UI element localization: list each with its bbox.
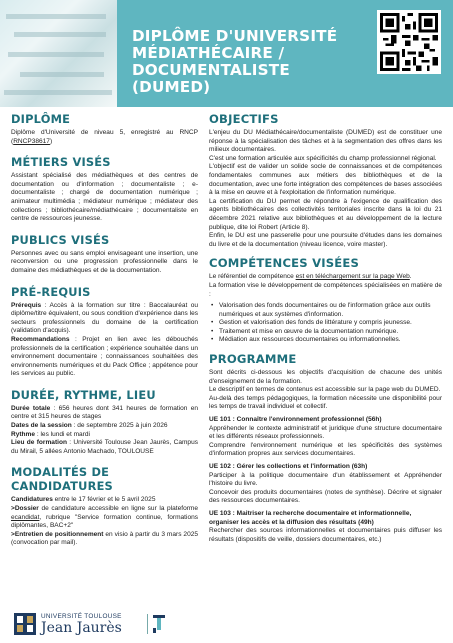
programme-p2: Le descriptif en termes de contenus est accessible sur la page web du DUMED. bbox=[209, 386, 441, 394]
logo-divider bbox=[147, 614, 148, 634]
section-title: MODALITÉS DE CANDIDATURES bbox=[11, 465, 113, 494]
ue101-title: UE 101 : Connaître l'environnement professionnel (56h) bbox=[209, 416, 382, 424]
left-column bbox=[11, 112, 198, 557]
duree-totale: Durée totale : 656 heures dont 341 heures de formation en centre et 315 heures de stages bbox=[11, 404, 199, 421]
programme-p1: Sont décrits ci-dessous les objectifs d'acquisition de chacune des unités d'enseignement de la formation. bbox=[209, 369, 442, 385]
publics-text: Personnes avec ou sans emploi envisageant une insertion, une reconversion ou une progression professionnelle dans le domaine des médiathèques et de la documentation. bbox=[11, 249, 198, 274]
ut2j-crest-icon bbox=[13, 612, 37, 636]
right-column bbox=[209, 112, 442, 551]
section-candidatures bbox=[11, 465, 198, 548]
ut-monogram-icon bbox=[152, 614, 166, 634]
rythme: Rythme : les lundi et mardi bbox=[11, 430, 90, 438]
section-diplome bbox=[11, 112, 198, 146]
page-title: DIPLÔME D'UNIVERSITÉ MÉDIATHÉCAIRE / DOCUMENTALISTE (DUMED) bbox=[132, 27, 338, 96]
metiers-text: Assistant spécialisé des médiathèques et des centres de documentation ou d'information ; documentaliste ; e-documentaliste ; chargé de documentation numérique ; animateur multimédia ; médiateur numérique ; médiateur des collections ; bibliothécaire/médiathécaire ; documentaliste en centre de ressources jeunesse. bbox=[11, 172, 198, 223]
list-item: • Valorisation des fonds documentaires ou de l'information grâce aux outils numériques et aux systèmes d'information. bbox=[209, 302, 442, 319]
referentiel-link[interactable]: est en téléchargement sur la page Web bbox=[295, 273, 410, 281]
section-programme bbox=[209, 352, 442, 544]
section-title: OBJECTIFS bbox=[209, 112, 279, 126]
section-metiers bbox=[11, 155, 198, 224]
objectifs-p4: La certification du DU permet de répondre à l'exigence de qualification des agents bibliothécaires des collectivités territoriales inscrite dans la loi du 21 décembre 2021 relative aux bibliothèques et au développement de la lecture publique, dite loi Robert (Article 8). bbox=[209, 197, 442, 231]
ue102-title: UE 102 : Gérer les collections et l'information (63h) bbox=[209, 463, 368, 470]
ue103-title: UE 103 : Maitriser la recherche documentaire et informationnelle, organiser les accès et la diffusion des résultats (49h) bbox=[209, 509, 412, 526]
objectifs-p2: C'est une formation articulée aux spécificités du champ professionnel régional. bbox=[209, 154, 437, 162]
university-name-big: Jean Jaurès bbox=[41, 620, 122, 636]
ue101-p1: Appréhender le contexte administratif et juridique d'une structure documentaire et les différents réseaux professionnels. bbox=[209, 424, 442, 441]
competences-list bbox=[209, 302, 442, 345]
section-competences bbox=[209, 256, 442, 345]
section-title: PRÉ-REQUIS bbox=[11, 284, 91, 299]
ue102-p2: Concevoir des produits documentaires (notes de synthèse). Décrire et signaler des ressources documentaires. bbox=[209, 488, 442, 505]
objectifs-p5: Enfin, le DU est une passerelle pour une poursuite d'études dans les domaines du livre et de la documentation (niveau licence, voire master). bbox=[209, 232, 442, 248]
competences-intro2: La formation vise le développement de compétences spécialisées en matière de : bbox=[209, 281, 442, 298]
list-item: • Gestion et valorisation des fonds de littérature y compris jeunesse. bbox=[209, 319, 442, 328]
recommandations-text: Recommandations : Projet en lien avec les débouchés professionnels de la certification ; expérience souhaitée dans un environnement documentaire ; connaissances souhaitées des environnements numériques et du Pack Office ; appétence pour les services au public. bbox=[11, 335, 198, 378]
dates-session: Dates de la session : de septembre 2025 à juin 2026 bbox=[11, 422, 168, 430]
ue103-p1: Rechercher des sources informationnelles et documentaires puis diffuser les résultats (dispositifs de veille, dossiers documentaires, etc.) bbox=[209, 527, 442, 543]
qr-code-icon[interactable] bbox=[377, 10, 441, 74]
section-prerequis bbox=[11, 285, 198, 379]
programme-p3: Au-delà des temps pédagogiques, la formation nécessite une disponibilité pour les temps de travail individuel et collectif. bbox=[209, 394, 442, 411]
entretien-text: >Entretien de positionnement en visio à partir du 3 mars 2025 (convocation par mail). bbox=[11, 530, 198, 547]
section-duree bbox=[11, 388, 198, 457]
lieu-formation: Lieu de formation : Université Toulouse Jean Jaurès, Campus du Mirail, 5 allées Antonio Machado, TOULOUSE bbox=[11, 439, 198, 455]
candidatures-dates: Candidatures entre le 17 février et le 5 avril 2025 bbox=[11, 496, 156, 504]
competences-intro: Le référentiel de compétence est en téléchargement sur la page Web. bbox=[209, 273, 412, 281]
ue102-p1: Participer à la politique documentaire d'un établissement et Appréhender l'histoire du livre. bbox=[209, 471, 442, 488]
section-title: COMPÉTENCES VISÉES bbox=[209, 256, 360, 271]
prerequis-text: Prérequis : Accès à la formation sur titre : Baccalauréat ou diplôme/titre équivalent, ou sous condition d'expérience dans les secteurs professionnels du domaine de la certification (validation d'acquis). bbox=[11, 301, 198, 335]
list-item: • Médiation aux ressources documentaires ou informationnelles. bbox=[209, 336, 442, 345]
section-title: DURÉE, RYTHME, LIEU bbox=[11, 387, 156, 402]
section-publics bbox=[11, 233, 198, 276]
ue101-p2: Comprendre l'environnement numérique et les spécificités des systèmes d'information propres aux services documentaires. bbox=[209, 441, 442, 458]
diplome-text: Diplôme d'Université de niveau 5, enregistré au RNCP (RNCP38617) bbox=[11, 129, 198, 145]
ecandidat-link[interactable]: ecandidat bbox=[11, 513, 40, 521]
dossier-text: >Dossier de candidature accessible en ligne sur la plateforme ecandidat, rubrique "Service formation continue, formations diplômantes, BAC+2" bbox=[11, 505, 198, 530]
library-photo bbox=[0, 0, 117, 107]
objectifs-p1: L'enjeu du DU Médiathécaire/documentaliste (DUMED) est de constituer une réponse à la spécialisation des tâches et à la segmentation des offres dans les milieux documentaires. bbox=[209, 129, 442, 154]
rncp-link[interactable]: RNCP38617 bbox=[13, 137, 50, 145]
header-band bbox=[0, 0, 453, 107]
list-item: • Traitement et mise en œuvre de la documentation numérique. bbox=[209, 328, 442, 337]
section-title: PUBLICS VISÉS bbox=[11, 232, 110, 247]
section-title: MÉTIERS VISÉS bbox=[11, 155, 111, 170]
section-title: DIPLÔME bbox=[11, 112, 71, 126]
objectifs-p3: L'objectif est de valider un solide socle de connaissances et de compétences fondamentales communes aux métiers des bibliothèques et de la documentation, avec une forte intégration des compétences de bases associées à la mise en œuvre et à l'exploitation de l'information numérique. bbox=[209, 163, 442, 197]
university-name-small: UNIVERSITÉ TOULOUSE bbox=[41, 613, 122, 620]
university-logo bbox=[13, 612, 153, 636]
section-title: PROGRAMME bbox=[209, 352, 297, 367]
section-objectifs bbox=[209, 112, 442, 249]
